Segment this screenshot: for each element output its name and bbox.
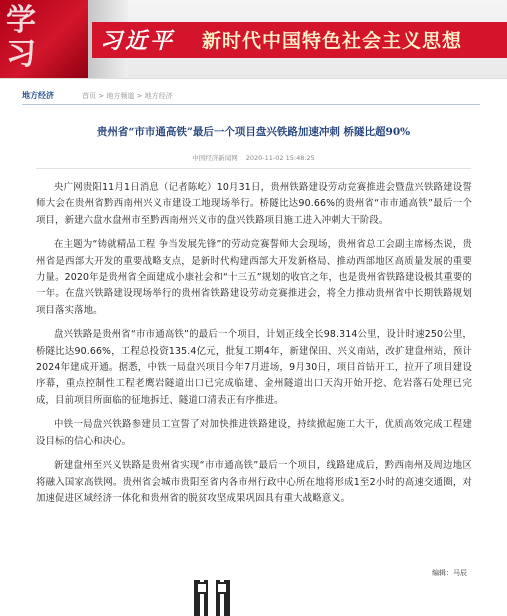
article-paragraph: 央广网贵阳11月1日消息（记者陈屹）10月31日，贵州铁路建设劳动竞赛推进会暨盘兴铁路建设誓师大会在贵州省黔西南州兴义市建设工地现场举行。桥隧比达90.66%的贵州省“市市通高铁”最后一个项目，新建六盘水盘州市至黔西南州兴义市的盘兴铁路项目施工进入冲刺大干阶段。 [36,182,472,226]
section-tag[interactable]: 地方经济 [22,91,54,100]
divider [36,168,471,169]
article-source: 中国经济新闻网 [192,154,238,162]
article-meta [30,153,477,162]
article-paragraph: 新建盘州至兴义铁路是贵州省实现“市市通高铁”最后一个项目，线路建成后，黔西南州及周边地区将融入国家高铁网。贵州省会城市贵阳至省内各市州行政中心所在地将形成1至2小时的高速交通圈，对加速促进区域经济一体化和贵州省的脱贫攻坚成果巩固具有重大战略意义。 [36,460,472,504]
article-paragraph: 中铁一局盘兴铁路参建员工宣誓了对加快推进铁路建设，持续掀起施工大干，优质高效完成工程建设目标的信心和决心。 [36,419,472,447]
qr-code-icon [194,580,230,616]
editor-credit: 编辑：马辰 [432,569,467,577]
study-logo [0,0,90,78]
banner-slogan: 新时代中国特色社会主义思想 [202,30,463,52]
article-datetime: 2020-11-02 15:48:25 [245,154,315,162]
breadcrumb[interactable]: 首页 > 地方频道 > 地方经济 [82,92,173,100]
study-logo-text: 学 习 [6,3,36,72]
section-nav [22,88,480,105]
banner-red-strip [92,22,507,58]
article-paragraph: 在主题为“铸就精品工程 争当发展先锋”的劳动竞赛誓师大会现场，贵州省总工会副主席杨杰说，贵州省是西部大开发的重要战略支点，是新时代构建西部大开发新格局、推动西部地区高质量发展的重要力量。2020年是贵州省全面建成小康社会和“十三五”规划的收官之年，也是贵州省铁路建设极其重要的一年。在盘兴铁路建设现场举行的贵州省铁路建设劳动竞赛推进会，将全力推动贵州省中长期铁路规划项目落实落地。 [36,239,472,316]
banner-name: 习近平 [100,28,176,54]
article-body [36,180,472,515]
article-paragraph: 盘兴铁路是贵州省“市市通高铁”的最后一个项目，计划正线全长98.314公里，设计时速250公里，桥隧比达90.66%，工程总投资135.4亿元，批复工期4年，新建保田、兴义南站，改扩建盘州站，预计2024年建成开通。据悉，中铁一局盘兴项目今年7月进场，9月30日，项目首钻开工，拉开了项目建设序幕，重点控制性工程老鹰岩隧道出口已完成临建、金州隧道出口天沟开始开挖、危岩落石处理已完成，目前项目所面临的征地拆迁、隧道口清表正有序推进。 [36,329,472,406]
header-banner [0,0,507,79]
article-title: 贵州省“市市通高铁”最后一个项目盘兴铁路加速冲刺 桥隧比超90% [96,126,411,138]
